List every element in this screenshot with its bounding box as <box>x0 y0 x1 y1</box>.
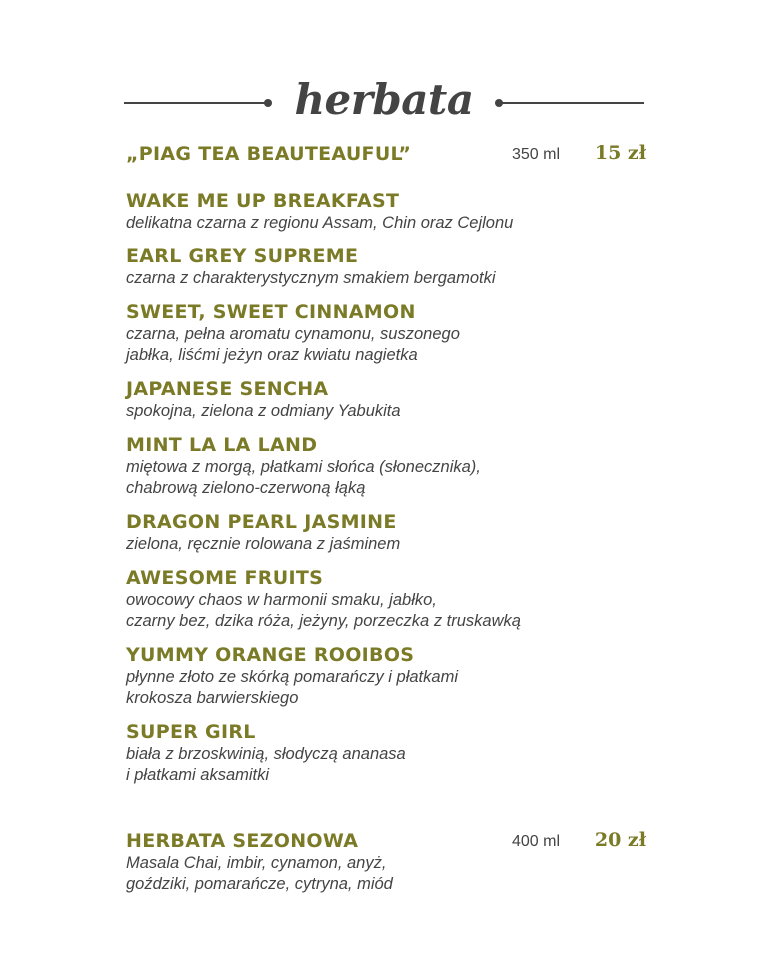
seasonal-item-description <box>126 853 646 895</box>
description-line: płynne złoto ze skórką pomarańczy i płatkami <box>126 668 458 686</box>
menu-item-name: MINT LA LA LAND <box>126 434 318 456</box>
description-line: czarny bez, dzika róża, jeżyny, porzeczka z truskawką <box>126 612 521 630</box>
menu-item-name: YUMMY ORANGE ROOIBOS <box>126 644 415 666</box>
menu-item-description <box>126 744 646 786</box>
description-line: krokosza barwierskiego <box>126 689 299 707</box>
menu-item-awesome-fruits <box>126 566 646 632</box>
menu-item-name: AWESOME FRUITS <box>126 567 324 589</box>
description-line: czarna, pełna aromatu cynamonu, suszonego <box>126 325 460 343</box>
description-line: jabłka, liśćmi jeżyn oraz kwiatu nagietka <box>126 346 418 364</box>
description-line: miętowa z morgą, płatkami słońca (słonecznika), <box>126 458 481 476</box>
seasonal-item-price: 20 zł <box>594 829 646 851</box>
menu-item-super-girl <box>126 720 646 786</box>
menu-item-name: WAKE ME UP BREAKFAST <box>126 190 400 212</box>
header-item-volume: 350 ml <box>512 146 561 163</box>
seasonal-item-volume: 400 ml <box>512 833 561 850</box>
menu-item-description <box>126 213 646 234</box>
menu-item-description <box>126 457 646 499</box>
menu-item-description <box>126 590 646 632</box>
menu-item-name: SWEET, SWEET CINNAMON <box>126 301 416 323</box>
title-rule-right <box>500 102 644 104</box>
menu-item-wake-me-up <box>126 189 646 234</box>
seasonal-item <box>126 829 646 895</box>
menu-item-description <box>126 667 646 709</box>
menu-item-name: EARL GREY SUPREME <box>126 245 359 267</box>
description-line: goździki, pomarańcze, cytryna, miód <box>126 875 393 893</box>
description-line: i płatkami aksamitki <box>126 766 270 784</box>
menu-item-dragon-pearl <box>126 510 646 555</box>
header-item-price: 15 zł <box>594 142 646 164</box>
description-line: delikatna czarna z regionu Assam, Chin oraz Cejlonu <box>126 214 514 232</box>
menu-item-description <box>126 324 646 366</box>
seasonal-item-name: HERBATA SEZONOWA <box>126 830 359 852</box>
page-title: herbata <box>294 75 474 124</box>
menu-item-description <box>126 401 646 422</box>
menu-item-name: SUPER GIRL <box>126 721 256 743</box>
description-line: czarna z charakterystycznym smakiem bergamotki <box>126 269 496 287</box>
menu-item-orange-rooibos <box>126 643 646 709</box>
menu-item-name: DRAGON PEARL JASMINE <box>126 511 397 533</box>
menu-item-sweet-cinnamon <box>126 300 646 366</box>
description-line: spokojna, zielona z odmiany Yabukita <box>126 402 401 420</box>
description-line: chabrową zielono-czerwoną łąką <box>126 479 366 497</box>
menu-item-name: JAPANESE SENCHA <box>126 378 329 400</box>
description-line: Masala Chai, imbir, cynamon, anyż, <box>126 854 387 872</box>
header-item-name: „PIAG TEA BEAUTEAUFUL” <box>126 143 412 165</box>
menu-item-description <box>126 534 646 555</box>
menu-item-earl-grey <box>126 244 646 289</box>
description-line: biała z brzoskwinią, słodyczą ananasa <box>126 745 406 763</box>
title-row <box>124 70 644 130</box>
menu-item-japanese-sencha <box>126 377 646 422</box>
description-line: owocowy chaos w harmonii smaku, jabłko, <box>126 591 437 609</box>
menu-item-mint-la-la-land <box>126 433 646 499</box>
description-line: zielona, ręcznie rolowana z jaśminem <box>126 535 401 553</box>
header-item <box>126 142 646 166</box>
menu-item-description <box>126 268 646 289</box>
